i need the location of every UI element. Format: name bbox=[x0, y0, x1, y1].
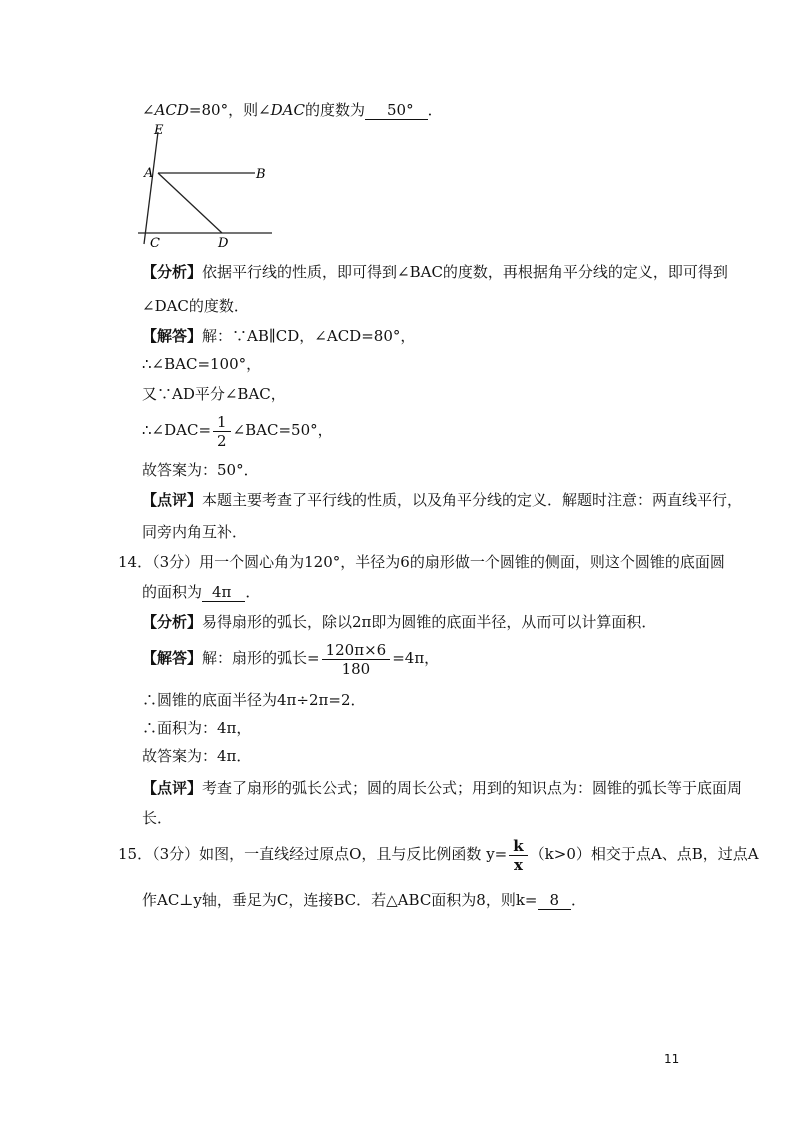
q13-solution-line-1 bbox=[142, 326, 415, 346]
fraction-denominator: 180 bbox=[341, 659, 371, 678]
analysis-text: 易得扇形的弧长，除以2π即为圆锥的底面半径，从而可以计算面积． bbox=[202, 613, 657, 631]
comment-tag: 【点评】 bbox=[142, 779, 203, 797]
stem-text: （3分）用一个圆心角为120°，半径为6的扇形做一个圆锥的侧面，则这个圆锥的底面圆 bbox=[152, 553, 725, 571]
label-a: A bbox=[144, 166, 154, 181]
line-ec bbox=[144, 132, 158, 244]
q13-solution-line-2 bbox=[142, 354, 261, 374]
stem-end: ． bbox=[245, 583, 261, 601]
solution-text: 故答案为：50°． bbox=[142, 461, 259, 479]
analysis-tag: 【分析】 bbox=[142, 263, 203, 281]
q14-solution-line-2 bbox=[142, 690, 366, 710]
q14-comment-line-1 bbox=[142, 778, 742, 798]
analysis-text: ∠DAC的度数． bbox=[142, 297, 249, 315]
comment-text: 考查了扇形的弧长公式；圆的周长公式；用到的知识点为：圆锥的弧长等于底面周 bbox=[202, 779, 743, 797]
q15-stem-line-1 bbox=[118, 834, 759, 874]
q13-solution-line-3 bbox=[142, 384, 286, 404]
solution-text: 解：∵AB∥CD，∠ACD=80°， bbox=[202, 327, 416, 345]
comment-tag: 【点评】 bbox=[142, 491, 203, 509]
q13-comment-line-2 bbox=[142, 522, 247, 542]
label-e: E bbox=[154, 123, 164, 138]
angle-symbol: ∠ bbox=[142, 101, 155, 119]
q13-analysis-line-2 bbox=[142, 296, 249, 316]
page-number: 11 bbox=[664, 1052, 680, 1066]
solution-tag: 【解答】 bbox=[142, 649, 203, 667]
q13-analysis-line-1 bbox=[142, 262, 728, 282]
stem-text: （3分）如图，一直线经过原点O，且与反比例函数 y= bbox=[152, 845, 508, 863]
q15-stem-line-2 bbox=[142, 890, 586, 910]
solution-text: 故答案为：4π． bbox=[142, 747, 252, 765]
fraction-denominator: 2 bbox=[217, 431, 227, 450]
answer-blank: 50° bbox=[365, 101, 428, 120]
fraction-k-over-x bbox=[509, 837, 527, 874]
q13-comment-line-1 bbox=[142, 490, 742, 510]
fraction-numerator: 120π×6 bbox=[322, 641, 391, 660]
analysis-text: 依据平行线的性质，即可得到∠BAC的度数，再根据角平分线的定义，即可得到 bbox=[202, 263, 728, 281]
answer-blank: 8 bbox=[538, 891, 572, 910]
q14-stem-line-2 bbox=[142, 582, 260, 602]
stem-end: ． bbox=[571, 891, 587, 909]
solution-text: ∴∠BAC=100°， bbox=[142, 355, 262, 373]
label-d: D bbox=[218, 236, 229, 251]
q14-solution-line-1 bbox=[142, 638, 439, 678]
solution-text: ∴∠DAC= bbox=[142, 421, 212, 439]
angle-dac: DAC bbox=[270, 101, 305, 119]
solution-text: =4π， bbox=[392, 649, 440, 667]
solution-text: 又∵AD平分∠BAC， bbox=[142, 385, 286, 403]
answer-blank: 4π bbox=[202, 583, 245, 602]
stem-text: 作AC⊥y轴，垂足为C，连接BC．若△ABC面积为8，则k= bbox=[142, 891, 538, 909]
angle-acd: ACD bbox=[154, 101, 189, 119]
fraction-arc-length bbox=[322, 641, 391, 678]
analysis-tag: 【分析】 bbox=[142, 613, 203, 631]
stem-text: 的度数为 bbox=[305, 101, 366, 119]
q13-solution-line-5 bbox=[142, 460, 259, 480]
geometry-figure bbox=[130, 122, 280, 252]
q14-stem-line-1 bbox=[118, 552, 725, 572]
line-ad bbox=[158, 173, 222, 233]
question-number: 15． bbox=[118, 845, 153, 863]
q13-solution-line-4 bbox=[142, 410, 333, 450]
solution-text: 解：扇形的弧长= bbox=[202, 649, 320, 667]
comment-text: 本题主要考查了平行线的性质，以及角平分线的定义．解题时注意：两直线平行， bbox=[202, 491, 743, 509]
comment-text: 长． bbox=[142, 809, 173, 827]
fraction-denominator: x bbox=[513, 855, 523, 874]
q14-analysis-line bbox=[142, 612, 656, 632]
question-number: 14． bbox=[118, 553, 153, 571]
q14-comment-line-2 bbox=[142, 808, 172, 828]
label-b: B bbox=[256, 167, 266, 182]
fraction-half bbox=[213, 413, 231, 450]
comment-text: 同旁内角互补． bbox=[142, 523, 248, 541]
fraction-numerator: 1 bbox=[213, 413, 231, 432]
q14-solution-line-4 bbox=[142, 746, 251, 766]
q14-solution-line-3 bbox=[142, 718, 251, 738]
solution-tag: 【解答】 bbox=[142, 327, 203, 345]
solution-text: ∴圆锥的底面半径为4π÷2π=2． bbox=[142, 691, 366, 709]
stem-text: 的面积为 bbox=[142, 583, 203, 601]
stem-end: ． bbox=[427, 101, 443, 119]
q13-stem-line bbox=[142, 100, 443, 120]
stem-text: =80°，则∠ bbox=[188, 101, 271, 119]
stem-text: （k>0）相交于点A、点B，过点A bbox=[529, 845, 759, 863]
solution-text: ∴面积为：4π， bbox=[142, 719, 252, 737]
solution-text: ∠BAC=50°， bbox=[232, 421, 333, 439]
label-c: C bbox=[150, 236, 160, 251]
fraction-numerator: k bbox=[509, 837, 527, 856]
